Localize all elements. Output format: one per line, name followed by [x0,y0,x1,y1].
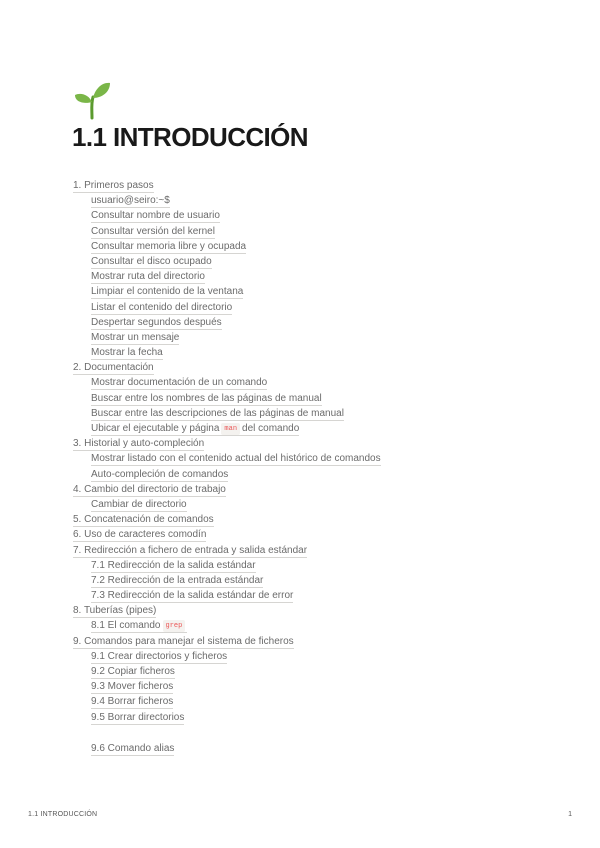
toc-item [73,497,543,512]
toc-link[interactable]: 9.6 Comando alias [91,742,175,754]
toc-item [73,634,543,649]
toc-item [73,710,543,725]
toc-item [73,254,543,269]
toc-link[interactable]: 7.1 Redirección de la salida estándar [91,559,256,571]
toc-item [73,482,543,497]
toc-item [73,558,543,573]
footer-title: 1.1 INTRODUCCIÓN [28,811,98,818]
toc-item [73,573,543,588]
toc-link[interactable]: Mostrar un mensaje [91,331,180,343]
toc-item [73,467,543,482]
toc-item [73,512,543,527]
toc-link[interactable]: Despertar segundos después [91,316,222,328]
toc-link[interactable]: 3. Historial y auto-compleción [73,438,205,450]
toc-item [73,178,543,193]
toc-item [73,649,543,664]
toc-link[interactable]: Consultar memoria libre y ocupada [91,240,247,252]
toc-item [73,451,543,466]
inline-code: man [221,423,240,435]
toc-link[interactable]: 7. Redirección a fichero de entrada y salida estándar [73,544,308,556]
toc-link[interactable]: 8. Tuberías (pipes) [73,605,157,617]
toc-link[interactable]: 9.1 Crear directorios y ficheros [91,650,228,662]
toc-link[interactable]: 6. Uso de caracteres comodín [73,529,207,541]
toc-link[interactable]: Consultar nombre de usuario [91,210,220,222]
toc-item [73,436,543,451]
toc-link[interactable]: Limpiar el contenido de la ventana [91,286,244,298]
toc-link[interactable]: Mostrar listado con el contenido actual del histórico de comandos [91,453,381,465]
toc-item [73,193,543,208]
page-title: 1.1 INTRODUCCIÓN [72,122,308,152]
toc-item [73,315,543,330]
toc-item [73,360,543,375]
toc-link[interactable]: usuario@seiro:~$ [91,195,170,207]
toc-item [73,406,543,421]
toc-item [73,694,543,709]
toc-link[interactable]: Cambiar de directorio [91,498,187,510]
toc-item [73,391,543,406]
toc-item [73,588,543,603]
toc-item [73,208,543,223]
toc-item [73,664,543,679]
toc-item [73,224,543,239]
toc-item [73,603,543,618]
toc-item [73,679,543,694]
toc-link[interactable]: Auto-compleción de comandos [91,468,229,480]
toc-link-text: del comando [242,423,300,434]
toc-link[interactable]: Consultar el disco ocupado [91,255,212,267]
toc-link[interactable]: 9. Comandos para manejar el sistema de ficheros [73,635,294,647]
toc-link[interactable]: 1. Primeros pasos [73,180,154,191]
inline-code: grep [163,620,186,632]
toc-item [73,330,543,345]
toc-item [73,421,543,436]
toc-link[interactable]: 9.2 Copiar ficheros [91,666,175,677]
toc-link[interactable]: Buscar entre las descripciones de las páginas de manual [91,407,344,419]
toc-link[interactable]: 2. Documentación [73,362,154,374]
toc-item [73,618,543,633]
toc-link[interactable]: 9.3 Mover ficheros [91,681,174,693]
toc-item [73,543,543,558]
toc-item [73,284,543,299]
toc-link[interactable]: 5. Concatenación de comandos [73,514,214,526]
toc-link-text: 8.1 El comando [91,620,161,632]
toc-link[interactable]: 9.5 Borrar directorios [91,711,185,723]
toc-link[interactable]: Listar el contenido del directorio [91,301,233,313]
table-of-contents [73,178,543,756]
toc-item [73,741,543,756]
toc-link[interactable]: Consultar versión del kernel [91,225,215,237]
toc-link[interactable]: Buscar entre los nombres de las páginas de manual [91,392,322,404]
toc-item [73,375,543,390]
toc-link[interactable]: 4. Cambio del directorio de trabajo [73,483,226,495]
toc-item [73,345,543,360]
toc-link[interactable]: 7.2 Redirección de la entrada estándar [91,574,264,586]
toc-link[interactable]: Mostrar la fecha [91,347,163,359]
toc-link[interactable]: Mostrar ruta del directorio [91,271,205,283]
toc-link-text: Ubicar el ejecutable y página [91,423,220,434]
toc-link[interactable]: Mostrar documentación de un comando [91,377,268,389]
seedling-icon [72,80,112,120]
toc-item [73,300,543,315]
toc-item [73,239,543,254]
toc-link[interactable] [91,423,299,436]
toc-link[interactable]: 7.3 Redirección de la salida estándar de error [91,590,294,602]
toc-link[interactable]: 9.4 Borrar ficheros [91,696,174,708]
toc-item [73,527,543,542]
toc-link[interactable] [91,620,187,633]
toc-item [73,269,543,284]
page-number: 1 [568,811,572,818]
